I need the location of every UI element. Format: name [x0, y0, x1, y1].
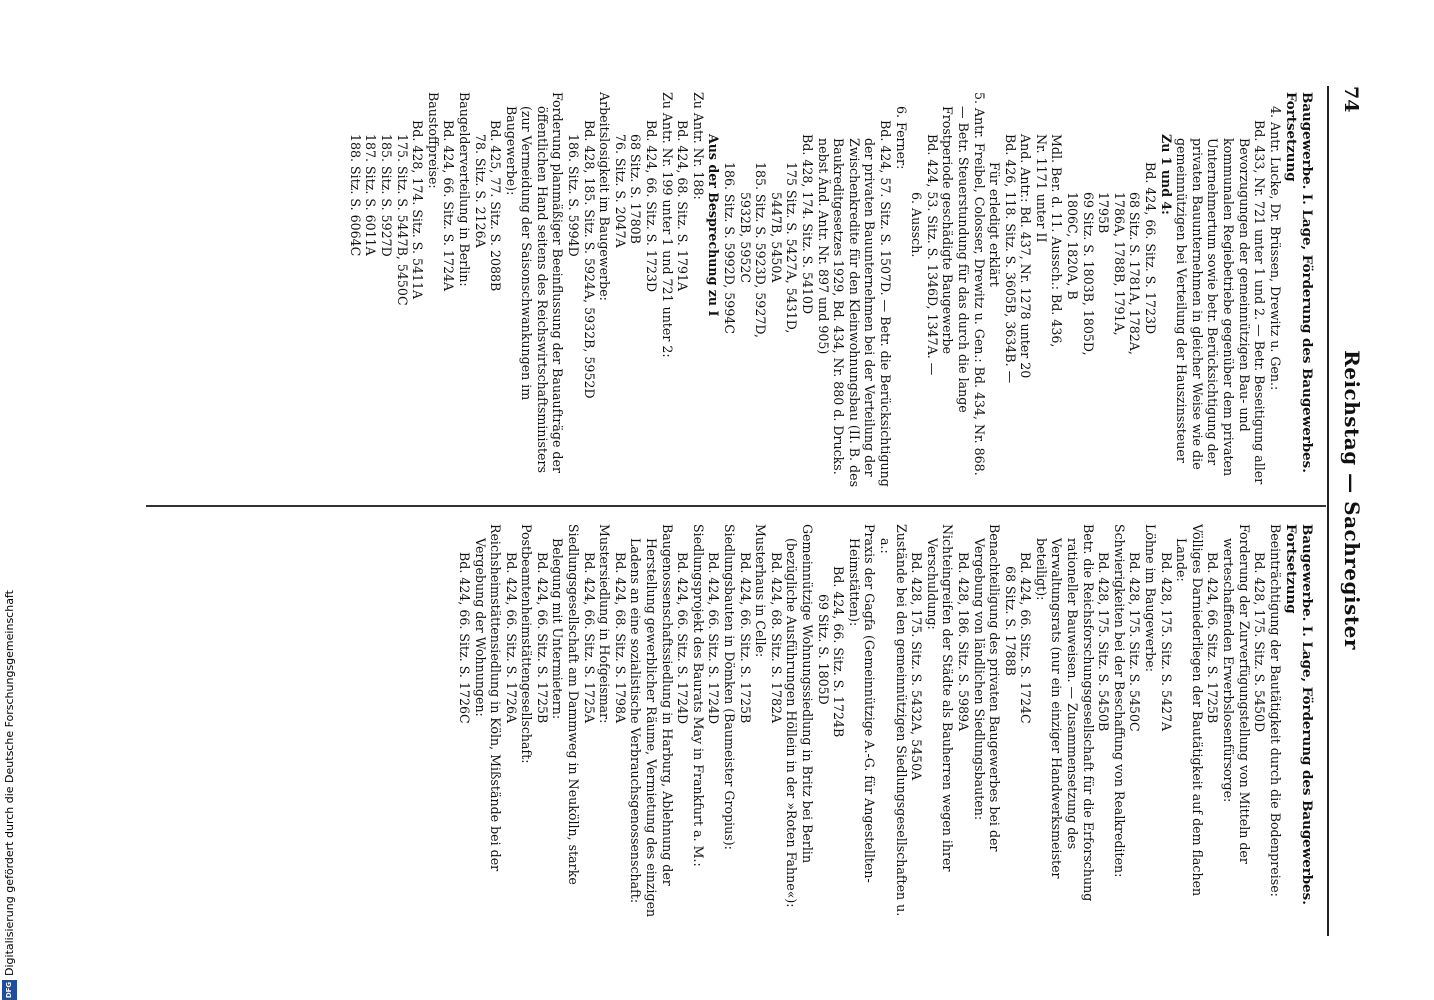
index-entry: Bd. 424, 68. Sitz. S. 1798A [612, 552, 628, 724]
index-entry: Forderung planmäßiger Beeinflussung der Bauaufträge der öffentlichen Hand seitens des Reichswirtschaftsministers (zur Vermeidung der Saisonschwankungen im Baugewerbe): [503, 92, 566, 473]
index-entry: Nr. 1171 unter II [1033, 134, 1049, 243]
index-entry: Bd. 424, 66. Sitz. S. 1726A [503, 552, 519, 724]
index-entry: Bd. 424, 66. Sitz. S. 1724A [441, 120, 457, 292]
index-entry: Bd. 428, 175. Sitz. S. 5427A [1158, 552, 1174, 732]
index-entry: Beeinträchtigung der Bautätigkeit durch die Bodenpreise: [1267, 524, 1283, 897]
index-entry: 187. Sitz. S. 6011A [363, 134, 379, 256]
index-entry: Fortsetzung [1283, 92, 1300, 182]
index-entry: Benachteiligung des privaten Baugewerbes bei der Vergebung von ländlichen Siedlungsbauten: [971, 524, 1003, 852]
index-entry: 76. Sitz. S. 2047A [612, 134, 628, 248]
index-entry: 6. Ferner: [893, 106, 909, 170]
index-entry: Bd. 426, 118. Sitz. S. 3605B, 3634B. — [1002, 134, 1018, 384]
index-entry: Völliges Darniederliegen der Bautätigkeit auf dem flachen Lande: [1174, 524, 1205, 897]
index-entry: 68 Sitz. S. 1781A, 1782A, [1127, 192, 1143, 355]
index-entry: 5. Antr. Freibel, Colosser, Drewitz u. Gen.: Bd. 434, Nr. 868. — Betr. Steuerstundung für das durch die lange Frostperiode geschädigte Baugewerbe [940, 92, 987, 476]
index-entry: Arbeitslosigkeit im Baugewerbe: [597, 92, 613, 301]
index-entry: Bd. 433, Nr. 721 unter 1 und 2. — Betr. Beseitigung aller Bevorzugungen der gemeinnützigen Bau- und kommunalen Regiebetriebe gegenüber dem privaten Unternehmertum sowie betr. Berücksichtigung der privaten Bauunternehmen in gleicher Weise wie die gemeinnützigen bei Verteilung der Hauszinssteuer [1174, 120, 1268, 485]
index-entry: Betr. die Reichsforschungsgesellschaft für die Erforschung rationeller Bauweisen. — Zusammensetzung des Verwaltungsrats (nur ein einziger Handwerksmeister beteiligt): [1033, 524, 1096, 902]
index-entry: Aus der Besprechung zu I [706, 134, 722, 317]
index-entry: Zu Antr. Nr. 199 unter 1 und 721 unter 2: [659, 92, 675, 358]
index-entry: 78. Sitz. S. 2126A [472, 134, 488, 248]
index-entry: Siedlungsbauten in Dömken (Baumeister Gropius): [722, 524, 738, 850]
index-entry: 185. Sitz. S. 5927D [378, 134, 394, 257]
index-entry: Baugewerbe. I. Lage, Förderung des Baugewerbes. [1299, 92, 1315, 473]
index-entry: Praxis der Gagfa (Gemeinnützige A.-G. für Angestellten-Heimstätten): [846, 524, 878, 883]
index-entry: Fortsetzung [1283, 524, 1300, 614]
index-entry: Bd. 424, 66. Sitz. S. 1725B [534, 552, 550, 724]
index-entry: 68 Sitz. S. 1788B [1002, 566, 1018, 676]
index-entry: Baugenossenschaftssiedlung in Harburg, Ablehnung der Herstellung gewerblicher Räume, Vermietung des einzigen Ladens an eine sozialistische Verbrauchsgenossenschaft: [628, 524, 675, 918]
index-entry: Zu Antr. Nr. 188: [690, 92, 706, 200]
index-entry: 6. Aussch. [909, 192, 925, 258]
index-entry: Bd. 424, 66. Sitz. S. 1723D [1143, 162, 1159, 335]
index-entry: And. Antr.: Bd. 437, Nr. 1278 unter 20 [1018, 134, 1034, 379]
index-entry: 5447B, 5450A [768, 192, 784, 283]
running-head: Reichstag — Sachregister [1340, 350, 1364, 650]
index-entry: 175 Sitz. S. 5427A, 5431D, [784, 162, 800, 334]
index-entry: Bd. 425, 77. Sitz. S. 2088B [488, 120, 504, 292]
index-entry: Baugelderverteilung in Berlin: [456, 92, 472, 287]
index-entry: Schwierigkeiten bei der Beschaffung von Realkrediten: [1111, 524, 1127, 878]
index-entry: 1806C, 1820A, B [1065, 192, 1081, 300]
index-entry: Gemeinnützige Wohnungssiedlung in Britz bei Berlin (bezügliche Ausführungen Höllein in der »Roten Fahne«): [784, 524, 815, 908]
index-entry: Mdl. Ber. d. 11. Aussch.: Bd. 436, [1049, 134, 1065, 348]
index-entry: 68 Sitz. S. 1780B [628, 134, 644, 244]
index-entry: Siedlungsprojekt des Baurats May in Frankfurt a. M.: [690, 524, 706, 867]
left-column [347, 92, 1314, 492]
index-entry: Löhne im Baugewerbe: [1143, 524, 1159, 672]
index-entry: Bd. 428, 185. Sitz. S. 5924A, 5932B, 5952D [581, 120, 597, 399]
index-entry: Baugewerbe. I. Lage, Förderung des Baugewerbes. [1299, 524, 1315, 905]
page-number: 74 [1340, 86, 1362, 113]
index-entry: Bd. 424, 66. Sitz. S. 1724D [675, 552, 691, 725]
index-entry: 188. Sitz. S. 6064C [347, 134, 363, 257]
header-rule [1327, 86, 1329, 936]
index-entry: Musterhaus in Celle: [753, 524, 769, 658]
index-entry: Bd. 428, 186. Sitz. S. 5989A [955, 552, 971, 732]
index-entry: Bd. 424, 66. Sitz. S. 1725A [581, 552, 597, 724]
index-entry: Nichteingreifen der Städte als Bauherren wegen ihrer Verschuldung: [924, 524, 956, 872]
index-entry: Bd. 424, 53. Sitz. S. 1346D, 1347A. — [924, 134, 940, 376]
index-entry: Bd. 424, 66. Sitz. S. 1724D [706, 552, 722, 725]
index-entry: Bd. 424, 66. Sitz. S. 1724C [1018, 552, 1034, 724]
index-entry: Zu 1 und 4: [1158, 134, 1174, 215]
index-entry: Für erledigt erklärt [987, 162, 1003, 287]
index-entry: 4. Antr. Lucke, Dr. Brüssen, Drewitz u. Gen.: [1267, 106, 1283, 391]
dfg-credit-text: Digitalisierung gefördert durch die Deutsche Forschungsgemeinschaft [3, 590, 16, 976]
index-entry: Bd. 424, 66. Sitz. S. 1723D [644, 120, 660, 293]
index-entry: Mustersiedlung in Hofgeismar: [597, 524, 613, 724]
index-entry: Bd. 428, 175. Sitz. S. 5450B [1096, 552, 1112, 732]
index-entry: 69 Sitz. S. 1803B, 1805D, [1080, 192, 1096, 356]
index-entry: Postbeamtenheimstättengesellschaft: [519, 524, 535, 764]
index-entry: Bd. 428, 175. Sitz. S. 5432A, 5450A [909, 552, 925, 781]
index-entry: Forderung der Zurverfügungstellung von Mitteln der werteschaffenden Erwerbslosenfürsorge: [1221, 524, 1252, 864]
index-entry: Bd. 428, 175. Sitz. S. 5450C [1127, 552, 1143, 732]
index-entry: Baustoffpreise: [425, 92, 441, 189]
index-entry: Bd. 424, 66. Sitz. S. 1725B [1205, 552, 1221, 724]
index-entry: Bd. 428, 175. Sitz. S. 5450D [1252, 552, 1268, 733]
index-entry: Bd. 424, 57. Sitz. S. 1507D. — Betr. die Berücksichtigung der privaten Bauunternehmen bei der Verteilung der Zwischenkredite für den Kleinwohnungsbau (II. B. des Baukreditgesetzes 1929, Bd. 434, Nr. 880 d. Drucks. nebst Änd. Antr. Nr. 897 und 905) [815, 120, 893, 488]
index-entry: Reichsheimstättensiedlung in Köln, Mißstände bei der Vergebung der Wohnungen: [472, 524, 504, 872]
index-entry: 186. Sitz. S. 5994D [566, 134, 582, 257]
dfg-logo-icon: DFG [2, 980, 17, 1000]
index-entry: Bd. 424, 66. Sitz. S. 1724B [831, 566, 847, 738]
index-entry: Bd. 424, 68. Sitz. S. 1791A [675, 120, 691, 292]
index-entry: 69 Sitz. S. 1805D [815, 594, 831, 705]
index-entry: Bd. 428, 174. Sitz. S. 5411A [410, 120, 426, 300]
index-entry: Bd. 424, 66. Sitz. S. 1725B [737, 552, 753, 724]
index-entry: 1786A, 1788B, 1791A, [1111, 192, 1127, 336]
index-entry: Siedlungsgesellschaft am Dammweg in Neukölln, starke Belegung mit Untermietern: [550, 524, 582, 885]
index-entry: Bd. 428, 174. Sitz. S. 5410D [800, 134, 815, 315]
index-entry: 185. Sitz. S. 5923D, 5927D, [753, 162, 769, 338]
index-entry: 175. Sitz. S. 5447B, 5450C [394, 134, 410, 306]
column-divider [146, 505, 1326, 507]
dfg-credit [2, 590, 17, 1000]
index-entry: 186. Sitz. S. 5992D, 5994C [722, 162, 738, 334]
index-entry: Zustände bei den gemeinnützigen Siedlungsgesellschaften u. a.: [877, 524, 909, 917]
right-column [456, 524, 1314, 924]
index-entry: 1795B [1096, 192, 1112, 234]
index-entry: Bd. 424, 68. Sitz. S. 1782A [768, 552, 784, 724]
index-entry: Bd. 424, 66. Sitz. S. 1726C [456, 552, 472, 724]
index-entry: 5932B, 5952C [737, 192, 753, 283]
